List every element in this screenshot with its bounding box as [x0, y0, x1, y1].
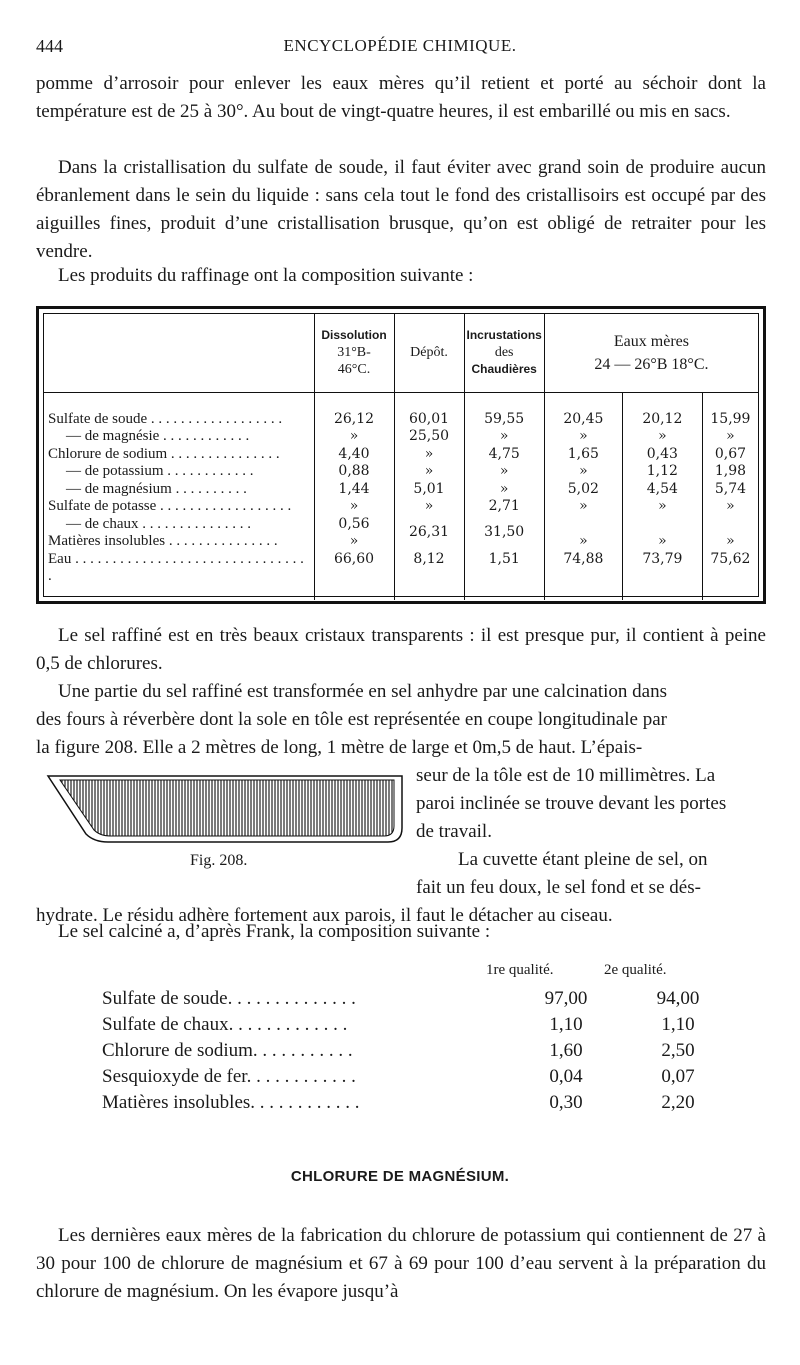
paragraph-5-line-4: seur de la tôle est de 10 millimètres. La [416, 765, 716, 786]
table-cell: 4,54 [622, 481, 702, 499]
table-row [44, 481, 758, 499]
table-cell: 15,99 [710, 410, 751, 427]
paragraph-3 [36, 262, 766, 290]
label-header [44, 314, 314, 392]
quality-2-header: 2e qualité. [604, 962, 667, 978]
table-cell: » [394, 446, 464, 464]
row-label: Chlorure de sodium . . . . . . . . . . . . . . . [44, 446, 314, 464]
paragraph-5-line-1: Une partie du sel raffiné est transformée en sel anhydre par une calcination dans [58, 681, 667, 702]
brace-value-incrustations: 31,50 [464, 516, 544, 551]
row-label: — de magnésium . . . . . . . . . . [44, 481, 314, 499]
quality-1-value: 97,00 [544, 988, 588, 1009]
row-label: — de chaux . . . . . . . . . . . . . . . [44, 516, 314, 534]
quality-row-name: Chlorure de sodium. . . . . . . . . . . [102, 1040, 353, 1061]
table-cell: 1,44 [314, 481, 394, 499]
table-cell: 73,79 [622, 551, 702, 586]
running-title: ENCYCLOPÉDIE CHIMIQUE. [283, 36, 517, 55]
table-cell: » [726, 533, 735, 549]
quality-1-value: 0,30 [549, 1092, 583, 1113]
quality-row-name: Sulfate de soude. . . . . . . . . . . . . . [102, 988, 356, 1009]
table-cell: 5,02 [544, 481, 622, 499]
table-cell: » [544, 463, 622, 481]
table-cell: » [314, 428, 394, 446]
quality-row-name: Sulfate de chaux. . . . . . . . . . . . . [102, 1014, 348, 1035]
quality-2-value: 2,20 [661, 1092, 695, 1113]
figure-caption: Fig. 208. [190, 852, 248, 869]
header-depot: Dépôt. [394, 314, 464, 392]
quality-row [102, 1040, 732, 1066]
table-cell: 1,12 [622, 463, 702, 481]
table-cell: » [726, 498, 735, 514]
table-cell: » [544, 498, 622, 516]
table-cell [544, 516, 622, 534]
table-cell: 8,12 [394, 551, 464, 586]
paragraph-6-line-1: La cuvette étant pleine de sel, on [458, 849, 708, 870]
quality-1-value: 1,60 [549, 1040, 583, 1061]
section-title: CHLORURE DE MAGNÉSIUM. [290, 1168, 510, 1185]
table-cell: 60,01 [394, 411, 464, 429]
header-dissolution: Dissolution 31°B- 46°C. [314, 314, 394, 392]
table-cell: 2,71 [464, 498, 544, 516]
paragraph-8 [36, 1222, 766, 1306]
paragraph-5-line-2: des fours à réverbère dont la sole en tôle est représentée en coupe longitudinale par [36, 709, 667, 730]
paragraph-2 [36, 154, 766, 266]
table-cell: 66,60 [314, 551, 394, 586]
row-label: — de magnésie . . . . . . . . . . . . [44, 428, 314, 446]
table-row [44, 411, 758, 429]
quality-row [102, 1066, 732, 1092]
paragraph-8-text: Les dernières eaux mères de la fabrication du chlorure de potassium qui contiennent de 27 à 30 pour 100 de chlorure de magnésium et 67 à 69 pour 100 d’eau servent à la préparation du chlorure de magnésium. On les évapore jusqu’à [36, 1225, 766, 1302]
brace-value-depot: 26,31 [394, 516, 464, 551]
table-cell: » [394, 463, 464, 481]
running-header [36, 36, 764, 60]
table-cell: » [464, 463, 544, 481]
table-row [44, 463, 758, 481]
table-cell: » [314, 533, 394, 551]
table-cell: 1,51 [464, 551, 544, 586]
paragraph-3-text: Les produits du raffinage ont la composition suivante : [58, 265, 474, 286]
paragraph-6-line-2: fait un feu doux, le sel fond et se dés- [416, 877, 701, 898]
paragraph-1-text: pomme d’arrosoir pour enlever les eaux mères qu’il retient et porté au séchoir dont la température est de 25 à 30°. Au bout de vingt-quatre heures, il est embarillé ou mis en sacs. [36, 73, 766, 122]
paragraph-5-line-5: paroi inclinée se trouve devant les portes [416, 793, 727, 814]
quality-2-value: 1,10 [661, 1014, 695, 1035]
paragraph-7-text: Le sel calciné a, d’après Frank, la composition suivante : [58, 921, 491, 942]
table-cell: 1,65 [544, 446, 622, 464]
table-cell: 20,12 [622, 411, 702, 429]
row-label: — de potassium . . . . . . . . . . . . [44, 463, 314, 481]
table-row [44, 516, 758, 534]
quality-2-value: 2,50 [661, 1040, 695, 1061]
table-cell: » [622, 533, 702, 551]
quality-row [102, 1092, 732, 1118]
table-cell: 0,43 [622, 446, 702, 464]
header-eaux-meres: Eaux mères 24 — 26°B 18°C. [544, 314, 758, 392]
table-cell: 74,88 [544, 551, 622, 586]
row-label: Sulfate de potasse . . . . . . . . . . . . . . . . . . [44, 498, 314, 516]
table-cell [702, 516, 758, 534]
table-cell: 25,50 [394, 428, 464, 446]
table-cell: 75,62 [710, 550, 751, 567]
paragraph-4-text: Le sel raffiné est en très beaux cristaux transparents : il est presque pur, il contient à peine 0,5 de chlorures. [36, 625, 766, 674]
table-row [44, 498, 758, 516]
table-cell: » [544, 428, 622, 446]
quality-row-name: Sesquioxyde de fer. . . . . . . . . . . . [102, 1066, 356, 1087]
table-cell: 59,55 [464, 411, 544, 429]
table-cell: 26,12 [314, 411, 394, 429]
table-cell: 4,40 [314, 446, 394, 464]
table-row [44, 446, 758, 464]
paragraph-7 [36, 918, 766, 946]
table-cell: » [622, 498, 702, 516]
table-cell: 20,45 [544, 411, 622, 429]
quality-2-value: 94,00 [656, 988, 700, 1009]
header-incrustations: Incrustations des Chaudières [464, 314, 544, 392]
table-cell: » [394, 498, 464, 516]
quality-1-value: 0,04 [549, 1066, 583, 1087]
table-cell: 1,98 [714, 463, 747, 479]
quality-1-value: 1,10 [549, 1014, 583, 1035]
table-cell: 4,75 [464, 446, 544, 464]
table-cell: » [622, 428, 702, 446]
table-cell: » [464, 428, 544, 446]
table-cell: » [314, 498, 394, 516]
table-cell: » [726, 428, 735, 444]
figure-208-pan-section [46, 772, 406, 846]
quality-row-name: Matières insolubles. . . . . . . . . . . . [102, 1092, 360, 1113]
page-number: 444 [36, 36, 63, 56]
composition-table [36, 306, 766, 604]
row-label: Matières insolubles . . . . . . . . . . . . . . . [44, 533, 314, 551]
quality-2-value: 0,07 [661, 1066, 695, 1087]
table-cell: 0,88 [314, 463, 394, 481]
quality-row [102, 988, 732, 1014]
paragraph-5-line-3: la figure 208. Elle a 2 mètres de long, 1 mètre de large et 0m,5 de haut. L’épais- [36, 737, 643, 758]
paragraph-5-line-6: de travail. [416, 821, 492, 842]
paragraph-6-line-3: hydrate. Le résidu adhère fortement aux parois, il faut le détacher au ciseau. [36, 905, 613, 926]
paragraph-2-text: Dans la cristallisation du sulfate de soude, il faut éviter avec grand soin de produire aucun ébranlement dans le sein du liquide : sans cela tout le fond des cristallisoirs est occupé par des aiguilles fines, produit d’une cristallisation brusque, qu’on est obligé de retraiter pour les vendre. [36, 157, 766, 262]
table-row [44, 551, 758, 586]
paragraph-4 [36, 622, 766, 678]
table-cell [622, 516, 702, 534]
quality-row [102, 1014, 732, 1040]
row-label: Eau . . . . . . . . . . . . . . . . . . . . . . . . . . . . . . . . [44, 551, 314, 586]
paragraph-1 [36, 70, 766, 126]
table-cell: » [544, 533, 622, 551]
table-cell: 5,01 [394, 481, 464, 499]
quality-1-header: 1re qualité. [486, 962, 554, 978]
table-cell: 5,74 [714, 480, 747, 497]
row-label: Sulfate de soude . . . . . . . . . . . . . . . . . . [44, 411, 314, 429]
table-row [44, 428, 758, 446]
table-cell: 0,56 [314, 516, 394, 534]
table-cell: » [464, 481, 544, 499]
table-cell: 0,67 [714, 445, 747, 462]
